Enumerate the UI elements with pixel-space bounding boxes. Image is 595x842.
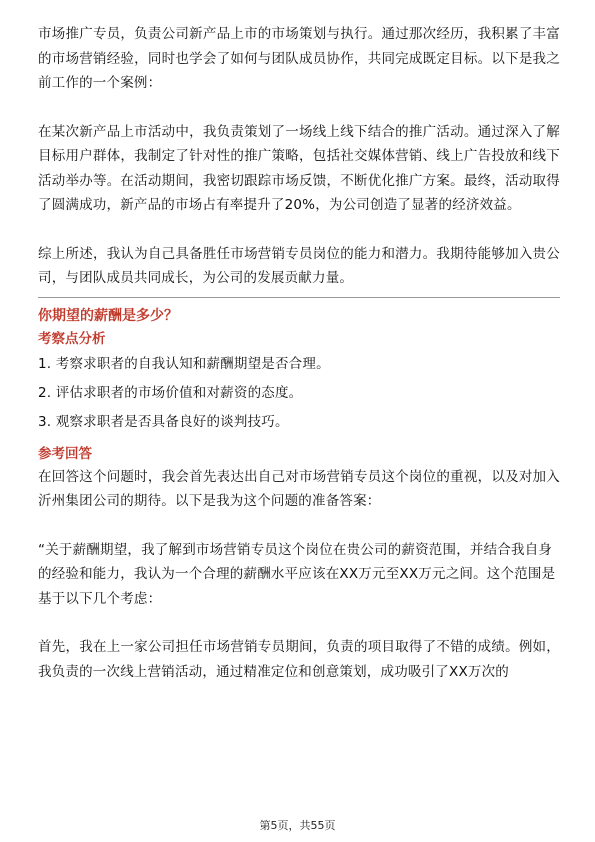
answer-paragraph-2: “关于薪酬期望，我了解到市场营销专员这个岗位在贵公司的薪资范围，并结合我自身的经验和能力，我认为一个合理的薪酬水平应该在XX万元至XX万元之间。这个范围是基于以下几个考虑：: [38, 541, 556, 607]
intro-paragraph-3: 综上所述，我认为自己具备胜任市场营销专员岗位的能力和潜力。我期待能够加入贵公司，与团队成员共同成长，为公司的发展贡献力量。: [38, 245, 560, 286]
question-title: 你期望的薪酬是多少？: [38, 307, 178, 324]
intro-paragraph-1: 市场推广专员，负责公司新产品上市的市场策划与执行。通过那次经历，我积累了丰富的市场营销经验，同时也学会了如何与团队成员协作，共同完成既定目标。以下是我之前工作的一个案例：: [38, 26, 560, 91]
answer-heading: 参考回答: [38, 445, 92, 462]
answer-paragraph-1: 在回答这个问题时，我会首先表达出自己对市场营销专员这个岗位的重视，以及对加入沂州集团公司的期待。以下是我为这个问题的准备答案：: [38, 468, 560, 509]
page-content: [38, 0, 560, 684]
page-number-footer: 第5页，共55页: [259, 819, 336, 832]
intro-paragraph-2: 在某次新产品上市活动中，我负责策划了一场线上线下结合的推广活动。通过深入了解目标用户群体，我制定了针对性的推广策略，包括社交媒体营销、线上广告投放和线下活动举办等。在活动期间，我密切跟踪市场反馈，不断优化推广方案。最终，活动取得了圆满成功，新产品的市场占有率提升了20%，为公司创造了显著的经济效益。: [38, 123, 560, 213]
analysis-item-2: 2. 评估求职者的市场价值和对薪资的态度。: [38, 384, 303, 401]
analysis-heading: 考察点分析: [38, 330, 106, 347]
analysis-item-1: 1. 考察求职者的自我认知和薪酬期望是否合理。: [38, 355, 330, 372]
answer-paragraph-3: 首先，我在上一家公司担任市场营销专员期间，负责的项目取得了不错的成绩。例如，我负责的一次线上营销活动，通过精准定位和创意策划，成功吸引了XX万次的: [38, 639, 560, 680]
analysis-item-3: 3. 观察求职者是否具备良好的谈判技巧。: [38, 413, 289, 430]
